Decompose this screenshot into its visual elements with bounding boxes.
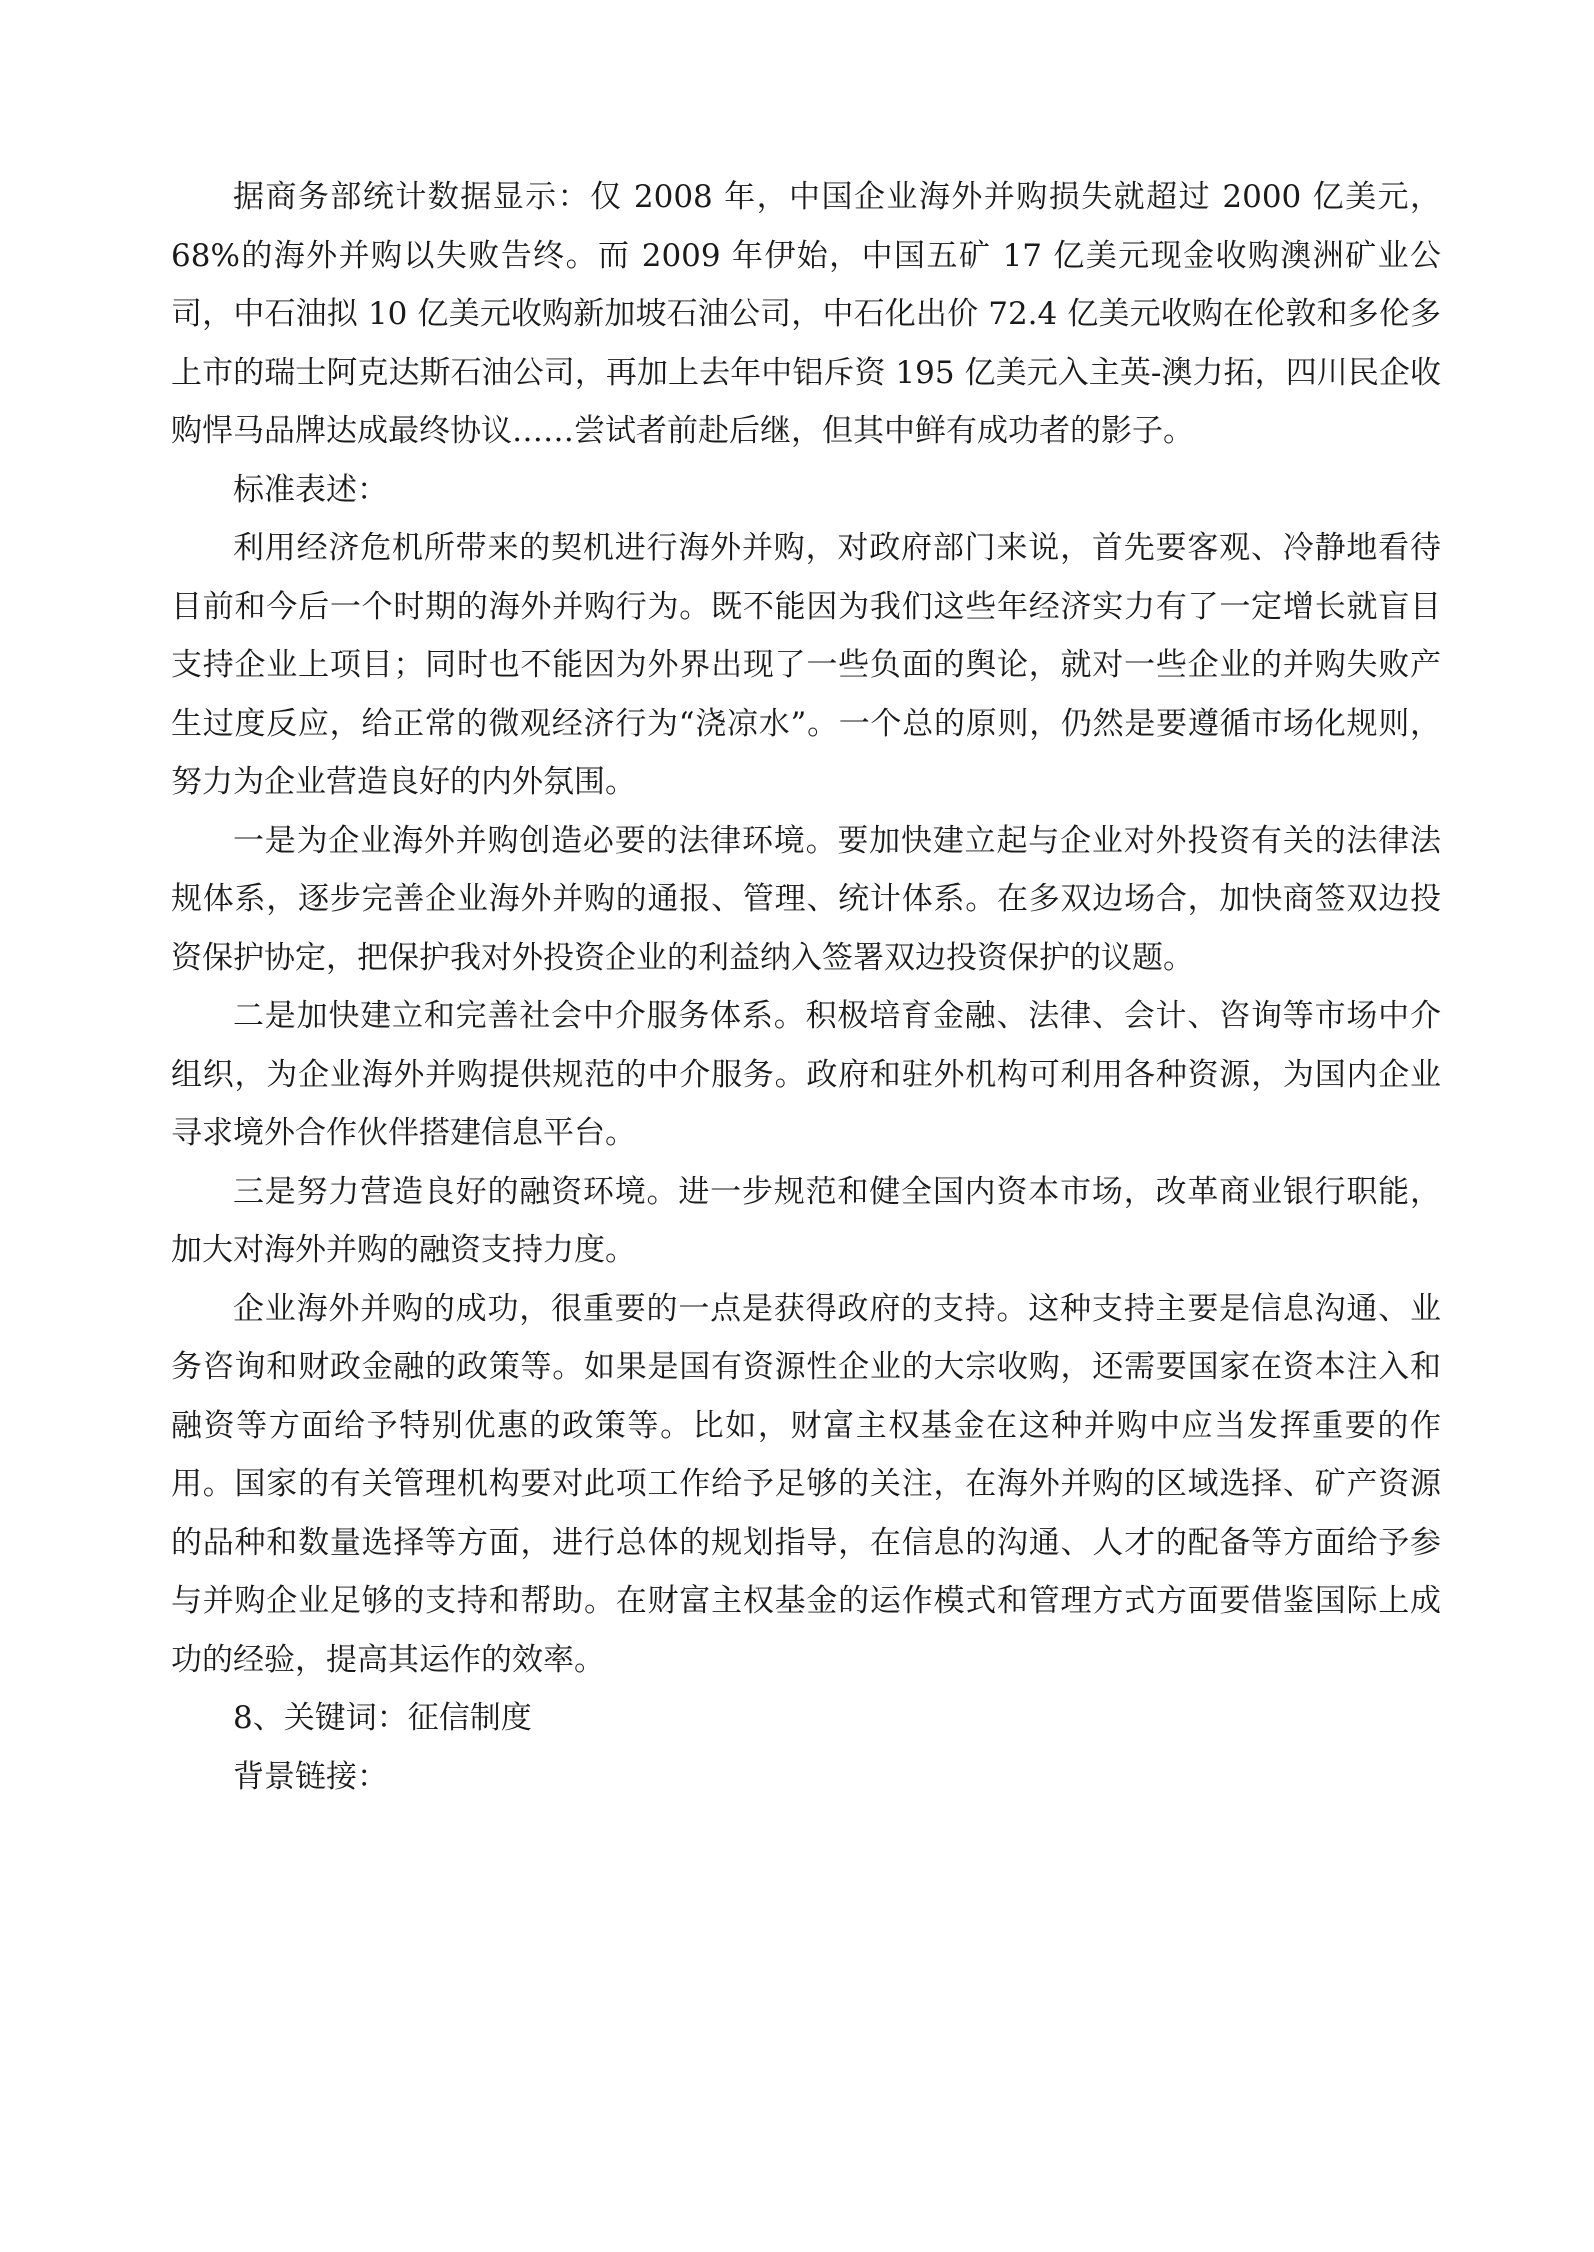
paragraph-intermediary-services: 二是加快建立和完善社会中介服务体系。积极培育金融、法律、会计、咨询等市场中介组织，为企业海外并购提供规范的中介服务。政府和驻外机构可利用各种资源，为国内企业寻求境外合作伙伴搭建信息平台。	[171, 998, 1441, 1151]
paragraph-financing-environment: 三是努力营造良好的融资环境。进一步规范和健全国内资本市场，改革商业银行职能，加大对海外并购的融资支持力度。	[171, 1173, 1441, 1268]
document-body	[171, 168, 1441, 1806]
paragraph-background-data: 据商务部统计数据显示：仅 2008 年，中国企业海外并购损失就超过 2000 亿美元，68%的海外并购以失败告终。而 2009 年伊始，中国五矿 17 亿美元现金收购澳洲矿业公司，中石油拟 10 亿美元收购新加坡石油公司，中石化出价 72.4 亿美元收购在伦敦和多伦多上市的瑞士阿克达斯石油公司，再加上去年中铝斥资 195 亿美元入主英-澳力拓，四川民企收购悍马品牌达成最终协议……尝试者前赴后继，但其中鲜有成功者的影子。	[171, 179, 1441, 449]
paragraph-standard-statement: 利用经济危机所带来的契机进行海外并购，对政府部门来说，首先要客观、冷静地看待目前和今后一个时期的海外并购行为。既不能因为我们这些年经济实力有了一定增长就盲目支持企业上项目；同时也不能因为外界出现了一些负面的舆论，就对一些企业的并购失败产生过度反应，给正常的微观经济行为“浇凉水”。一个总的原则，仍然是要遵循市场化规则，努力为企业营造良好的内外氛围。	[171, 530, 1441, 800]
paragraph-keyword-heading: 8、关键词：征信制度	[233, 1700, 532, 1736]
paragraph-background-link-label: 背景链接：	[233, 1758, 388, 1795]
paragraph-government-support: 企业海外并购的成功，很重要的一点是获得政府的支持。这种支持主要是信息沟通、业务咨询和财政金融的政策等。如果是国有资源性企业的大宗收购，还需要国家在资本注入和融资等方面给予特别优惠的政策等。比如，财富主权基金在这种并购中应当发挥重要的作用。国家的有关管理机构要对此项工作给予足够的关注，在海外并购的区域选择、矿产资源的品种和数量选择等方面，进行总体的规划指导，在信息的沟通、人才的配备等方面给予参与并购企业足够的支持和帮助。在财富主权基金的运作模式和管理方式方面要借鉴国际上成功的经验，提高其运作的效率。	[171, 1290, 1441, 1678]
paragraph-legal-environment: 一是为企业海外并购创造必要的法律环境。要加快建立起与企业对外投资有关的法律法规体系，逐步完善企业海外并购的通报、管理、统计体系。在多双边场合，加快商签双边投资保护协定，把保护我对外投资企业的利益纳入签署双边投资保护的议题。	[171, 822, 1441, 976]
paragraph-standard-statement-label: 标准表述：	[233, 471, 388, 508]
